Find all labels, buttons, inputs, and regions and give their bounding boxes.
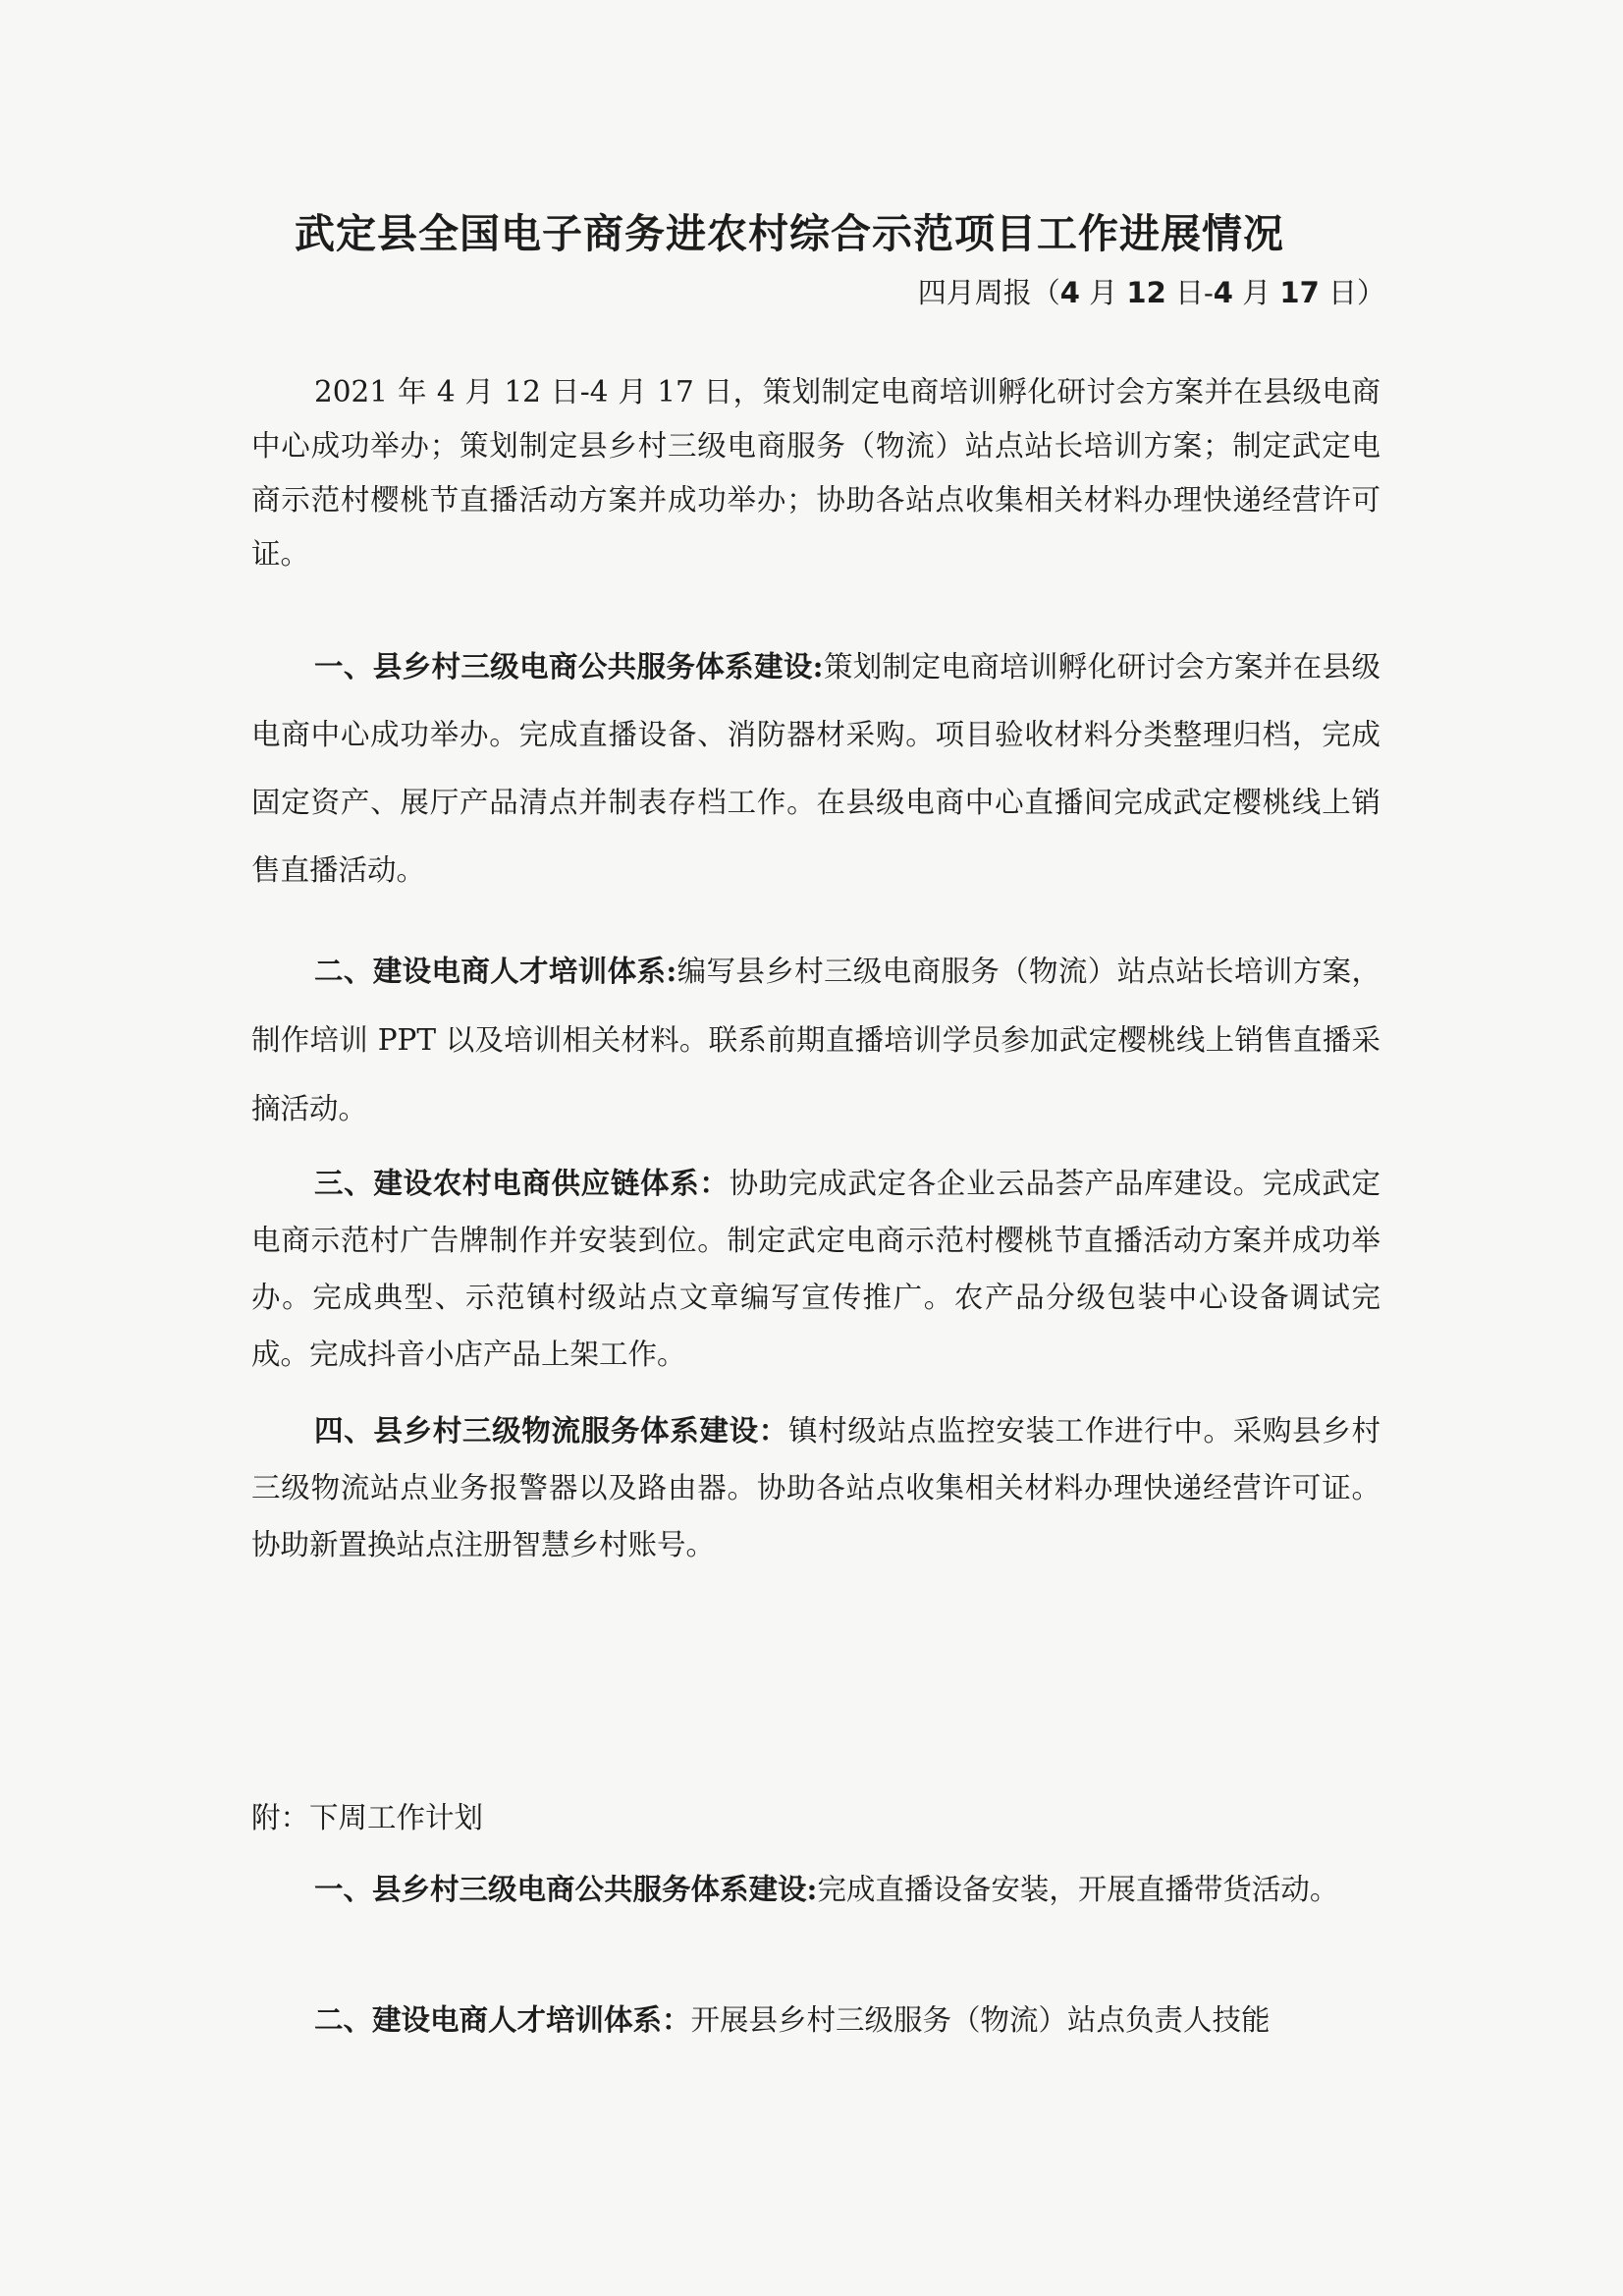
annex-item-2-paragraph	[251, 1989, 1380, 2051]
section-1-heading: 一、县乡村三级电商公共服务体系建设:	[314, 649, 824, 683]
subtitle-month-end: 4	[1213, 276, 1233, 309]
section-3-body: 协助完成武定各企业云品荟产品库建设。完成武定电商示范村广告牌制作并安装到位。制定武定电商示范村樱桃节直播活动方案并成功举办。完成典型、示范镇村级站点文章编写宣传推广。农产品分级包装中心设备调试完成。完成抖音小店产品上架工作。	[251, 1167, 1380, 1371]
section-2-body: 编写县乡村三级电商服务（物流）站点站长培训方案，制作培训 PPT 以及培训相关材料。联系前期直播培训学员参加武定樱桃线上销售直播采摘活动。	[251, 955, 1380, 1125]
subtitle-prefix: 四月周报（	[917, 276, 1060, 309]
annex-heading: 附：下周工作计划	[251, 1801, 484, 1834]
intro-paragraph: 2021 年 4 月 12 日-4 月 17 日，策划制定电商培训孵化研讨会方案并在县级电商中心成功举办；策划制定县乡村三级电商服务（物流）站点站长培训方案；制定武定电商示范村樱桃节直播活动方案并成功举办；协助各站点收集相关材料办理快递经营许可证。	[251, 375, 1380, 571]
subtitle-suffix: 日）	[1319, 276, 1385, 309]
annex-item-1-heading: 一、县乡村三级电商公共服务体系建设:	[314, 1872, 818, 1906]
subtitle-month-word-end: 月	[1232, 276, 1280, 309]
subtitle-day-start: 12	[1126, 276, 1166, 309]
section-2-heading: 二、建设电商人才培训体系:	[314, 954, 677, 988]
annex-item-2-heading: 二、建设电商人才培训体系：	[314, 2002, 691, 2037]
document-title: 武定县全国电子商务进农村综合示范项目工作进展情况	[295, 210, 1284, 257]
subtitle-day-end: 17	[1279, 276, 1320, 309]
subtitle-separator: 日-	[1165, 276, 1214, 309]
section-3-heading: 三、建设农村电商供应链体系：	[314, 1166, 730, 1200]
annex-item-2-body: 开展县乡村三级服务（物流）站点负责人技能	[690, 2003, 1271, 2037]
annex-item-1-paragraph	[251, 1858, 1380, 1921]
section-4-body: 镇村级站点监控安装工作进行中。采购县乡村三级物流站点业务报警器以及路由器。协助各站点收集相关材料办理快递经营许可证。协助新置换站点注册智慧乡村账号。	[251, 1414, 1380, 1561]
subtitle-month-start: 4	[1059, 276, 1080, 309]
section-2-paragraph	[251, 937, 1380, 1143]
document-subtitle	[918, 271, 1385, 311]
section-3-paragraph	[251, 1155, 1380, 1383]
section-1-paragraph	[251, 632, 1380, 904]
annex-item-1-body: 完成直播设备安装，开展直播带货活动。	[817, 1873, 1339, 1906]
subtitle-month-word-start: 月	[1079, 276, 1127, 309]
section-4-paragraph	[251, 1402, 1380, 1573]
section-4-heading: 四、县乡村三级物流服务体系建设：	[314, 1413, 788, 1448]
section-1-body: 策划制定电商培训孵化研讨会方案并在县级电商中心成功举办。完成直播设备、消防器材采购。项目验收材料分类整理归档，完成固定资产、展厅产品清点并制表存档工作。在县级电商中心直播间完成武定樱桃线上销售直播活动。	[251, 650, 1380, 887]
